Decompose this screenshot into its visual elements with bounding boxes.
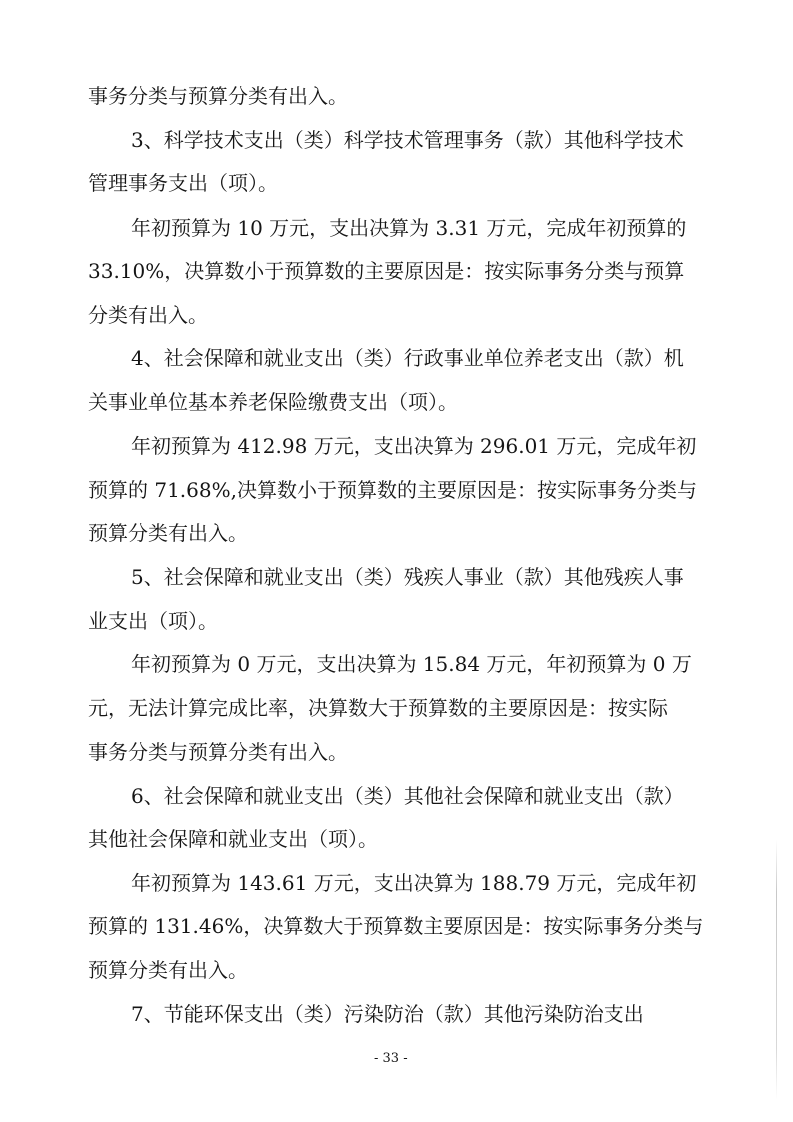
- text-line: 其他社会保障和就业支出（项）。: [88, 827, 378, 851]
- text-line: 事务分类与预算分类有出入。: [88, 740, 348, 764]
- text-line: 年初预算为 0 万元，支出决算为 15.84 万元，年初预算为 0 万: [131, 652, 692, 676]
- text-line: 分类有出入。: [88, 303, 208, 327]
- scan-edge-line: [776, 840, 777, 1100]
- text-line: 年初预算为 10 万元，支出决算为 3.31 万元，完成年初预算的: [131, 216, 687, 240]
- text-line: 5、社会保障和就业支出（类）残疾人事业（款）其他残疾人事: [131, 565, 684, 589]
- text-line: 4、社会保障和就业支出（类）行政事业单位养老支出（款）机: [131, 346, 684, 370]
- text-line: 预算的 131.46%，决算数大于预算数主要原因是：按实际事务分类与: [88, 914, 704, 938]
- text-line: 关事业单位基本养老保险缴费支出（项）。: [88, 390, 458, 414]
- text-line: 3、科学技术支出（类）科学技术管理事务（款）其他科学技术: [131, 128, 684, 152]
- page-number: - 33 -: [374, 1051, 408, 1066]
- text-line: 预算分类有出入。: [88, 521, 248, 545]
- text-line: 元，无法计算完成比率，决算数大于预算数的主要原因是：按实际: [88, 696, 668, 720]
- text-line: 事务分类与预算分类有出入。: [88, 84, 348, 108]
- text-line: 预算分类有出入。: [88, 958, 248, 982]
- text-line: 管理事务支出（项）。: [88, 171, 278, 195]
- text-line: 7、节能环保支出（类）污染防治（款）其他污染防治支出: [131, 1002, 644, 1026]
- text-line: 年初预算为 143.61 万元，支出决算为 188.79 万元，完成年初: [131, 871, 697, 895]
- text-line: 预算的 71.68%,决算数小于预算数的主要原因是：按实际事务分类与: [88, 478, 697, 502]
- text-line: 33.10%，决算数小于预算数的主要原因是：按实际事务分类与预算: [88, 259, 685, 283]
- text-line: 年初预算为 412.98 万元，支出决算为 296.01 万元，完成年初: [131, 434, 697, 458]
- text-line: 6、社会保障和就业支出（类）其他社会保障和就业支出（款）: [131, 784, 684, 808]
- text-line: 业支出（项）。: [88, 609, 218, 633]
